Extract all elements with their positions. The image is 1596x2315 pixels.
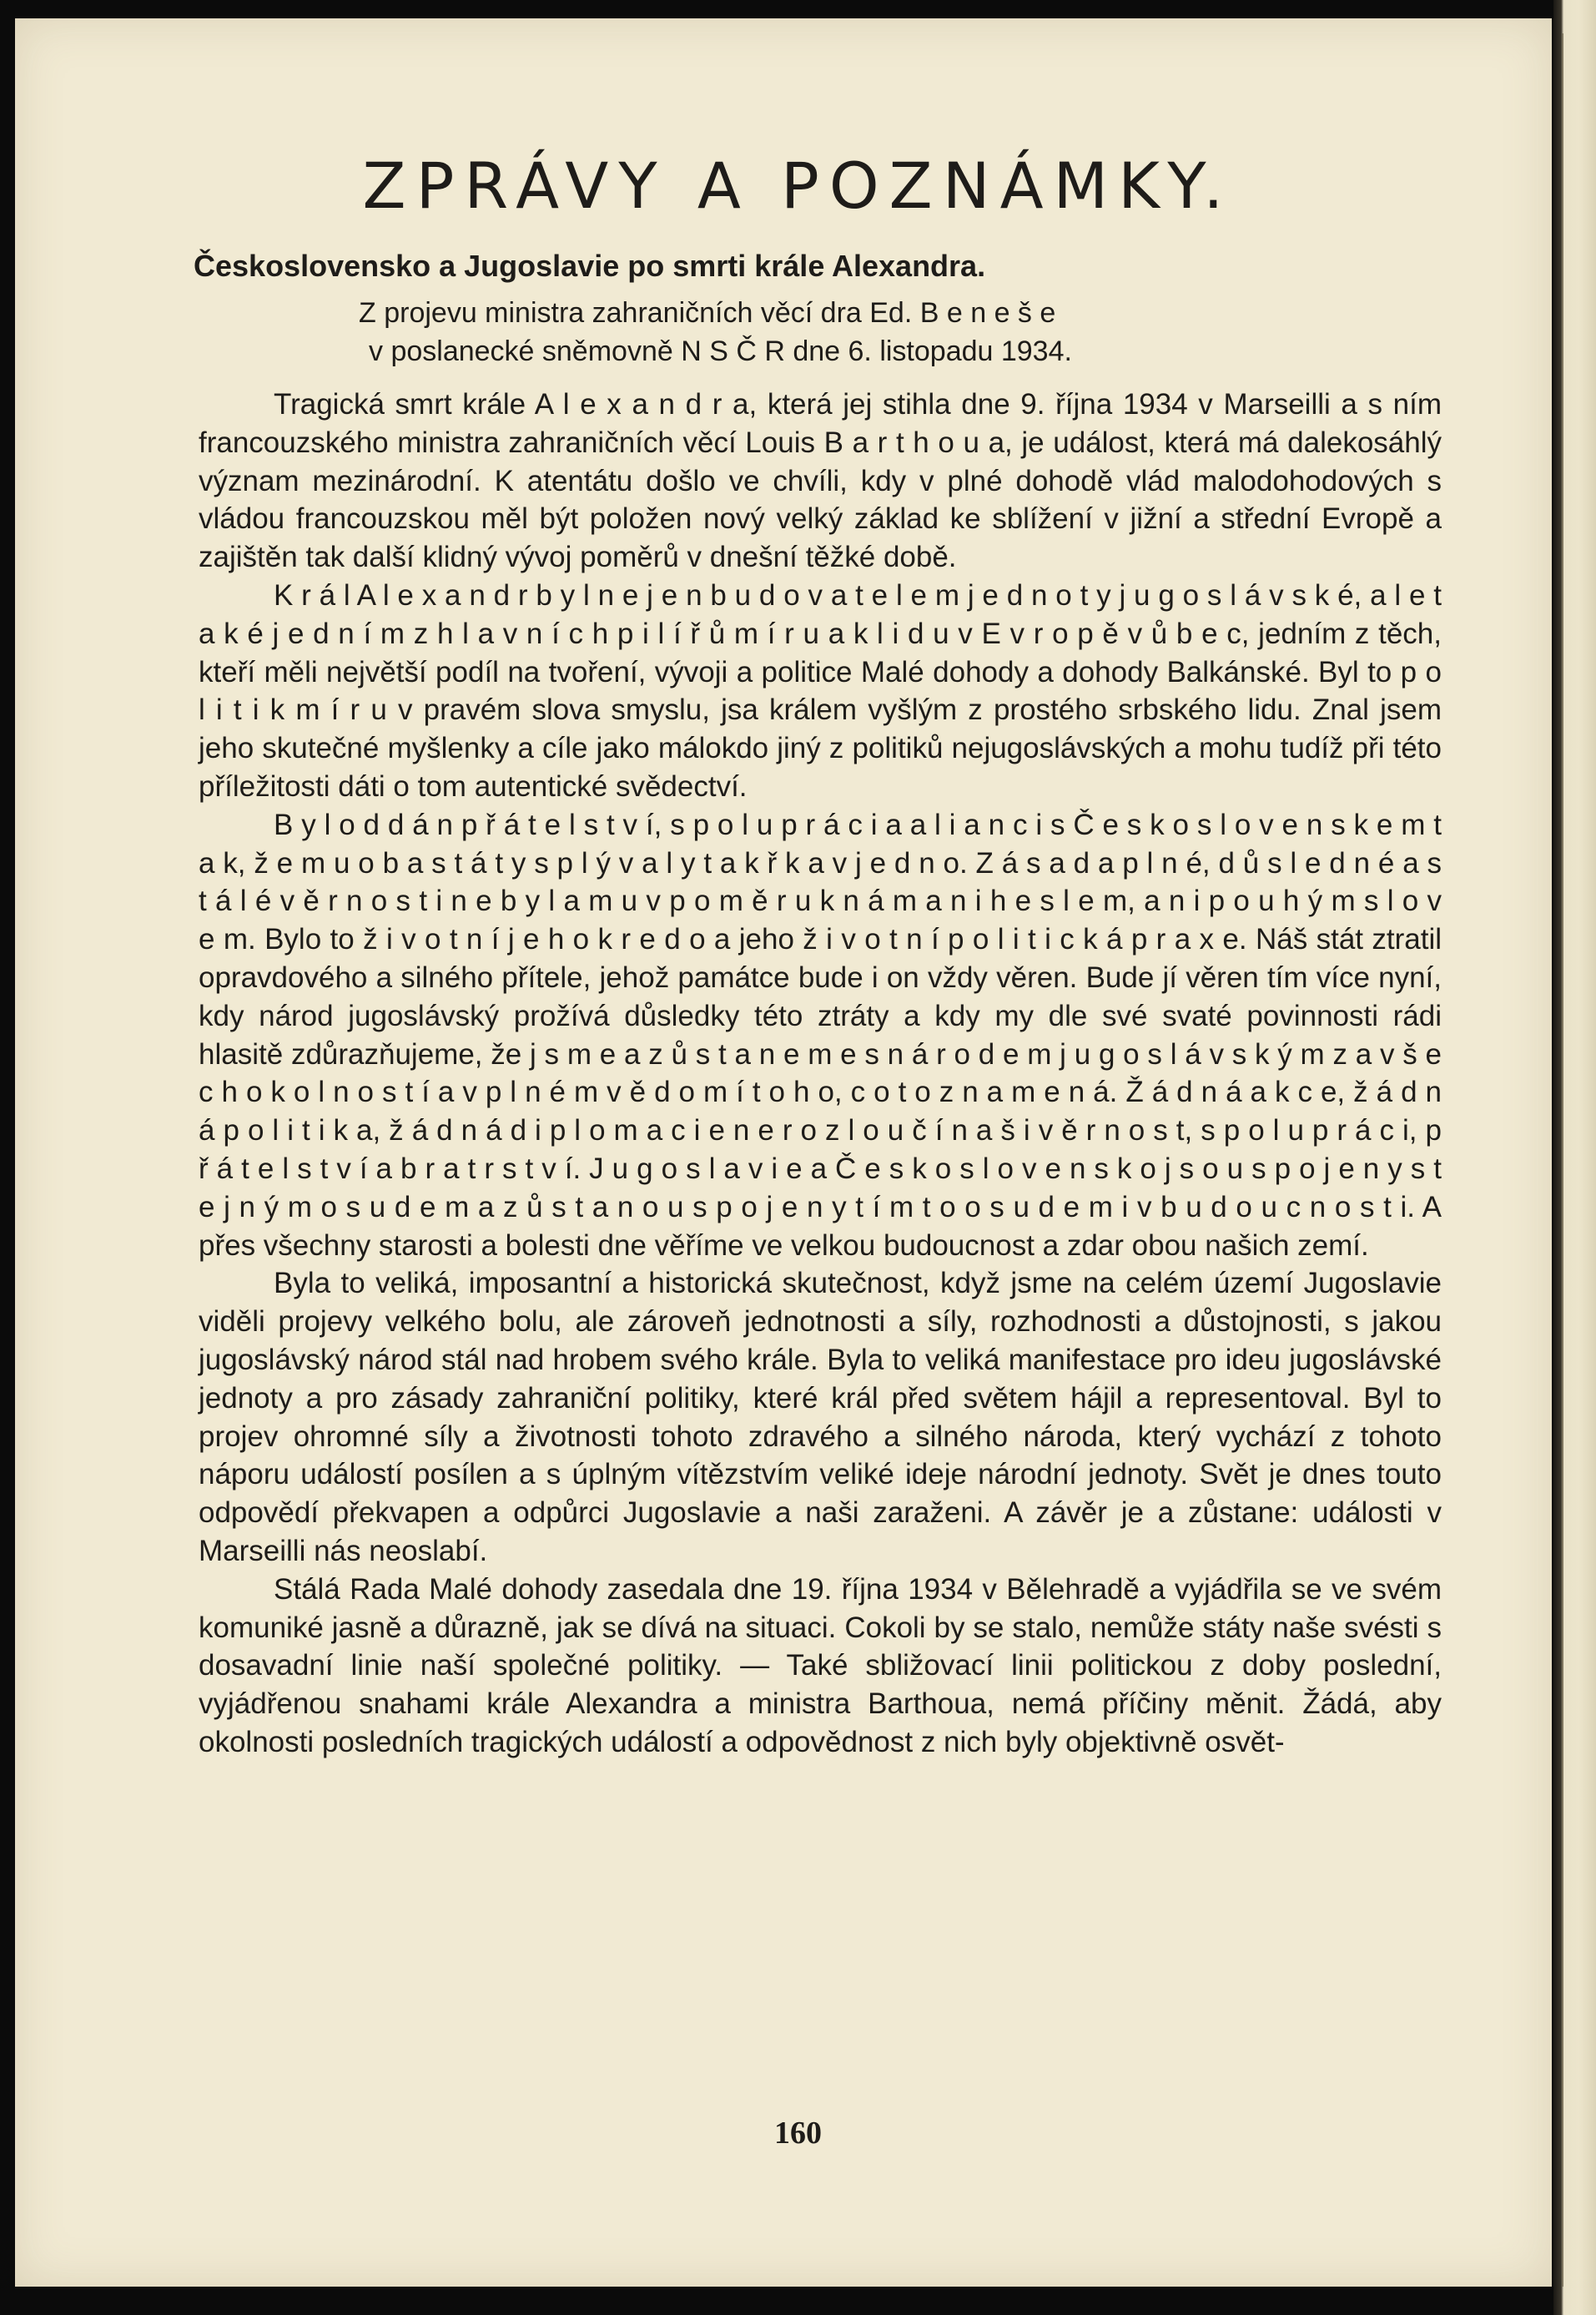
- paragraph-3: B y l o d d á n p ř á t e l s t v í, s p o l u p r á c i a a l i a n c i s Č e s k o s l o v e n s k e m t a k, ž e m u o b a s t á t y s p l ý v a l y t a k ř k a v j e d n o. Z á s a d a p l n é, d ů s l e d n é a s t á l é v ě r n o s t i n e b y l a m u v p o m ě r u k n á m a n i h e s l e m, a n i p o u h ý m s l o v e m. Bylo to ž i v o t n í j e h o k r e d o a jeho ž i v o t n í p o l i t i c k á p r a x e. Náš stát ztratil opravdového a silného přítele, jehož památce bude i on vždy věren. Bude jí věren tím více nyní, kdy národ jugoslávský prožívá důsledky této ztráty a kdy my dle své svaté povinnosti rádi hlasitě zdůrazňujeme, že j s m e a z ů s t a n e m e s n á r o d e m j u g o s l á v s k ý m z a v š e c h o k o l n o s t í a v p l n é m v ě d o m í t o h o, c o t o z n a m e n á. Ž á d n á a k c e, ž á d n á p o l i t i k a, ž á d n á d i p l o m a c i e n e r o z l o u č í n a š i v ě r n o s t, s p o l u p r á c i, p ř á t e l s t v í a b r a t r s t v í. J u g o s l a v i e a Č e s k o s l o v e n s k o j s o u s p o j e n y s t e j n ý m o s u d e m a z ů s t a n o u s p o j e n y t í m t o o s u d e m i v b u d o u c n o s t i. A přes všechny starosti a bolesti dne věříme ve velkou budoucnost a zdar obou našich zemí.: [199, 808, 1442, 1262]
- paragraph-5: Stálá Rada Malé dohody zasedala dne 19. října 1934 v Bělehradě a vyjádřila se ve svém komuniké jasně a důrazně, jak se dívá na situaci. Cokoli by se stalo, nemůže státy naše svésti s dosavadní linie naší společné politiky. — Také sbližovací linii politickou z doby poslední, vyjádřenou snahami krále Alexandra a ministra Barthoua, nemá příčiny měnit. Žádá, aby okolnosti posledních tragických událostí a odpovědnost z nich byly objektivně osvět-: [199, 1572, 1442, 1758]
- page-number: 160: [774, 2116, 822, 2151]
- article-subtitle: [359, 294, 1072, 371]
- paragraph-1: Tragická smrt krále A l e x a n d r a, která jej stihla dne 9. října 1934 v Marseilli a s ním francouzského ministra zahraničních věcí Louis B a r t h o u a, je událost, která má dalekosáhlý význam mezinárodní. K atentátu došlo ve chvíli, kdy v plné dohodě vlád malodohodových s vládou francouzskou měl být položen nový velký základ ke sblížení v jižní a střední Evropě a zajištěn tak další klidný vývoj poměrů v dnešní těžké době.: [199, 388, 1442, 574]
- subtitle-line-2: v poslanecké sněmovně N S Č R dne 6. listopadu 1934.: [369, 335, 1072, 367]
- paragraph-4: Byla to veliká, imposantní a historická skutečnost, když jsme na celém území Jugoslavie viděli projevy velkého bolu, ale zároveň jednotnosti a síly, rozhodnosti a důstojnosti, s jakou jugoslávský národ stál nad hrobem svého krále. Byla to veliká manifestace pro ideu jugoslávské jednoty a pro zásady zahraniční politiky, které král před světem hájil a representoval. Byl to projev ohromné síly a životnosti tohoto zdravého a silného národa, který vychází z tohoto náporu událostí posílen a s úplným vítězstvím veliké ideje národní jednoty. Svět je dnes touto odpovědí překvapen a odpůrci Jugoslavie a naši zaraženi. A závěr je a zůstane: události v Marseilli nás neoslabí.: [199, 1267, 1442, 1567]
- subtitle-line-1: Z projevu ministra zahraničních věcí dra Ed. B e n e š e: [359, 297, 1056, 329]
- section-heading: ZPRÁVY A POZNÁMKY.: [362, 149, 1234, 223]
- article-body: [199, 386, 1442, 1762]
- paragraph-2: K r á l A l e x a n d r b y l n e j e n b u d o v a t e l e m j e d n o t y j u g o s l á v s k é, a l e t a k é j e d n í m z h l a v n í c h p i l í ř ů m í r u a k l i d u v E v r o p ě v ů b e c, jedním z těch, kteří měli největší podíl na tvoření, vývoji a politice Malé dohody a dohody Balkánské. Byl to p o l i t i k m í r u v pravém slova smyslu, jsa králem vyšlým z prostého srbského lidu. Znal jsem jeho skutečné myšlenky a cíle jako málokdo jiný z politiků nejugoslávských a mohu tudíž při této příležitosti dáti o tom autentické svědectví.: [199, 578, 1442, 803]
- article-title: Československo a Jugoslavie po smrti krále Alexandra.: [194, 249, 986, 283]
- adjacent-page-edge: [1553, 0, 1596, 2315]
- page-edge-line: [1562, 33, 1563, 2287]
